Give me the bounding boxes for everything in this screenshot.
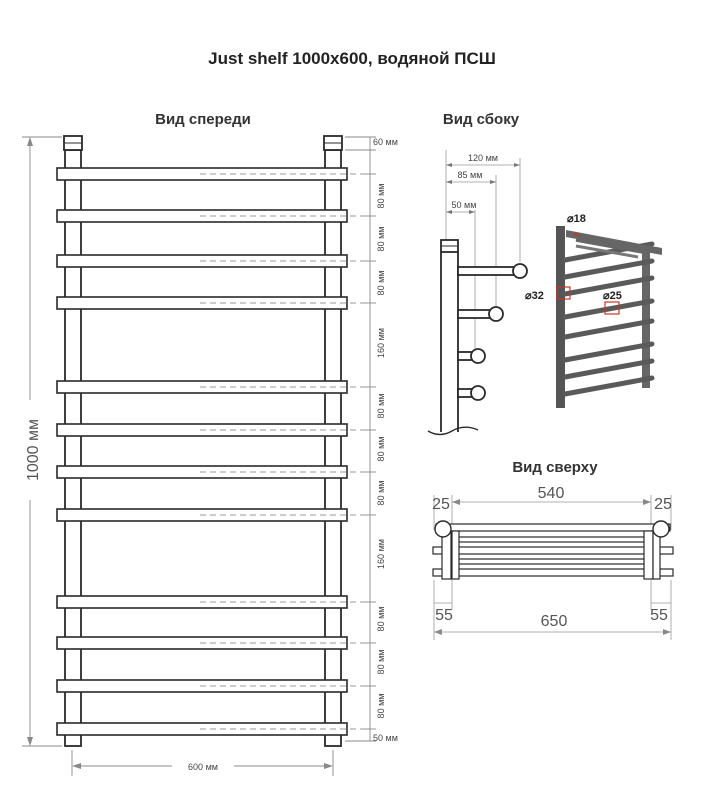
- dim-label-10: 80 мм: [376, 649, 386, 675]
- side-view-heading: Вид сбоку: [442, 111, 520, 128]
- top-view-heading: Вид сверху: [512, 459, 598, 476]
- side-dim-50: 50 мм: [451, 200, 477, 210]
- iso-bar-5: [565, 321, 652, 337]
- iso-bar-2: [565, 261, 652, 277]
- front-view-heading: Вид спереди: [155, 111, 251, 128]
- dim-label-11: 80 мм: [376, 693, 386, 719]
- iso-view: [525, 213, 662, 408]
- top-dim-540: 540: [537, 485, 565, 502]
- iso-bar-4: [565, 301, 652, 317]
- dim-label-3: 80 мм: [376, 270, 386, 296]
- bot-dim-650: 650: [540, 613, 568, 630]
- dim-label-12: 50 мм: [373, 733, 398, 743]
- top-view: [432, 485, 673, 640]
- dim-label-2: 80 мм: [376, 226, 386, 252]
- dim-label-5: 80 мм: [376, 393, 386, 419]
- iso-label-25: ⌀25: [603, 290, 622, 302]
- dim-label-4: 160 мм: [376, 328, 386, 358]
- dim-label-1: 80 мм: [376, 183, 386, 209]
- top-dim-25-right: 25: [654, 496, 672, 513]
- dim-label-7: 80 мм: [376, 480, 386, 506]
- iso-bar-7: [565, 361, 652, 377]
- side-arm-1: [458, 267, 516, 275]
- side-dim-120: 120 мм: [468, 153, 498, 163]
- bot-dim-55-left: 55: [435, 607, 453, 624]
- bot-dim-55-right: 55: [650, 607, 668, 624]
- front-view: [20, 136, 398, 776]
- side-view: [428, 150, 527, 435]
- side-post: [441, 252, 458, 432]
- dim-label-9: 80 мм: [376, 606, 386, 632]
- iso-label-18: ⌀18: [567, 213, 586, 225]
- left-post: [65, 150, 81, 746]
- side-dim-85: 85 мм: [457, 170, 483, 180]
- dim-label-8: 160 мм: [376, 539, 386, 569]
- iso-bar-6: [565, 344, 652, 360]
- width-label: 600 мм: [188, 762, 218, 772]
- page-title: Just shelf 1000x600, водяной ПСШ: [208, 49, 496, 68]
- front-bars: [57, 168, 347, 735]
- side-arm-1-end: [513, 264, 527, 278]
- iso-label-32: ⌀32: [525, 290, 544, 302]
- height-label: 1000 мм: [25, 418, 42, 482]
- iso-bar-8: [565, 378, 652, 394]
- right-post: [325, 150, 341, 746]
- dim-label-6: 80 мм: [376, 436, 386, 462]
- dim-label-0: 60 мм: [373, 137, 398, 147]
- top-dim-25-left: 25: [432, 496, 450, 513]
